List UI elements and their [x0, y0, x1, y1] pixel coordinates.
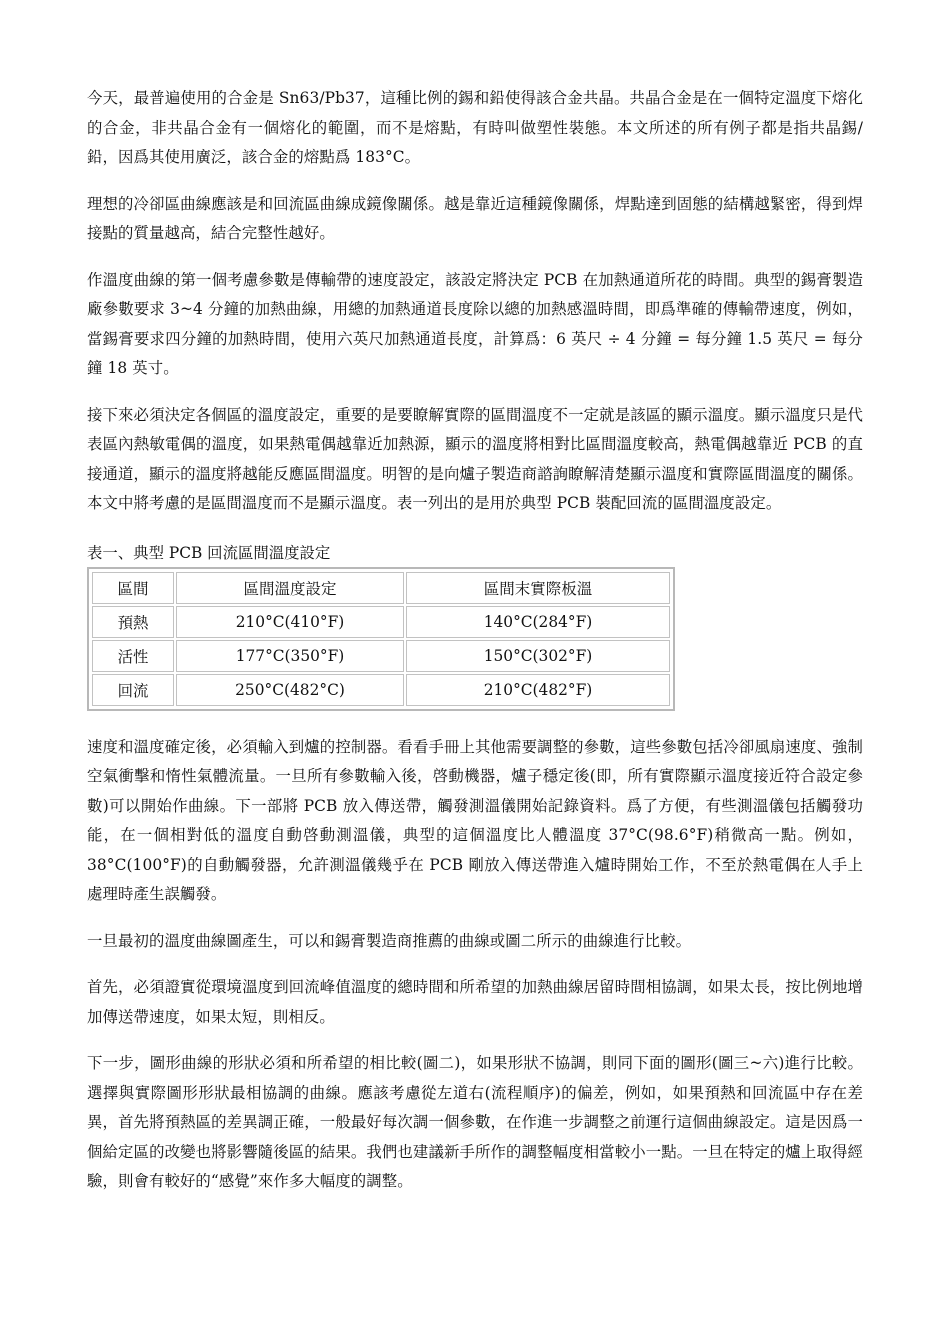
table-row: [92, 606, 670, 638]
table-cell: 回流: [92, 674, 174, 706]
table-cell: 活性: [92, 640, 174, 672]
table-cell: 140°C(284°F): [406, 606, 670, 638]
paragraph-controller-input: 速度和溫度確定後，必須輸入到爐的控制器。看看手冊上其他需要調整的參數，這些參數包括冷卻風扇速度、強制空氣衝擊和惰性氣體流量。一旦所有參數輸入後，啓動機器，爐子穩定後(即，所有實際顯示溫度接近符合設定參數)可以開始作曲線。下一部將 PCB 放入傳送帶，觸發測溫儀開始記錄資料。爲了方便，有些測溫儀包括觸發功能，在一個相對低的溫度自動啓動測溫儀，典型的這個溫度比人體溫度 37°C(98.6°F)稍微高一點。例如，38°C(100°F)的自動觸發器，允許測溫儀幾乎在 PCB 剛放入傳送帶進入爐時開始工作，不至於熱電偶在人手上處理時產生誤觸發。: [87, 737, 863, 903]
paragraph-total-time: 首先，必須證實從環境溫度到回流峰值溫度的總時間和所希望的加熱曲線居留時間相協調，如果太長，按比例地增加傳送帶速度，如果太短，則相反。: [87, 978, 863, 1026]
table-cell: 210°C(410°F): [176, 606, 404, 638]
table-cell: 150°C(302°F): [406, 640, 670, 672]
table-cell: 177°C(350°F): [176, 640, 404, 672]
table-row: [92, 640, 670, 672]
table-cell: 250°C(482°C): [176, 674, 404, 706]
paragraph-alloy: 今天，最普遍使用的合金是 Sn63/Pb37，這種比例的錫和鉛使得該合金共晶。共晶合金是在一個特定溫度下熔化的合金，非共晶合金有一個熔化的範圍，而不是熔點，有時叫做塑性裝態。本文所述的所有例子都是指共晶錫/鉛，因爲其使用廣泛，該合金的熔點爲 183°C。: [87, 89, 863, 166]
paragraph-conveyor-speed: 作溫度曲線的第一個考慮參數是傳輸帶的速度設定，該設定將決定 PCB 在加熱通道所花的時間。典型的錫膏製造廠參數要求 3~4 分鐘的加熱曲線，用總的加熱通道長度除以總的加熱感溫時間，即爲準確的傳輸帶速度，例如，當錫膏要求四分鐘的加熱時間，使用六英尺加熱通道長度，計算爲：6 英尺 ÷ 4 分鐘 = 每分鐘 1.5 英尺 = 每分鐘 18 英寸。: [87, 270, 863, 377]
paragraph-initial-profile: 一旦最初的溫度曲線圖產生，可以和錫膏製造商推薦的曲線或圖二所示的曲線進行比較。: [87, 931, 692, 950]
header-zone-setting: 區間溫度設定: [176, 572, 404, 604]
table-header-row: [92, 572, 670, 604]
table-cell: 預熱: [92, 606, 174, 638]
table-cell: 210°C(482°F): [406, 674, 670, 706]
paragraph-shape-comparison: 下一步，圖形曲線的形狀必須和所希望的相比較(圖二)，如果形狀不協調，則同下面的圖形(圖三~六)進行比較。選擇與實際圖形形狀最相協調的曲線。應該考慮從左道右(流程順序)的偏差，例如，如果預熱和回流區中存在差異，首先將預熱區的差異調正確，一般最好每次調一個參數，在作進一步調整之前運行這個曲線設定。這是因爲一個給定區的改變也將影響隨後區的結果。我們也建議新手所作的調整幅度相當較小一點。一旦在特定的爐上取得經驗，則會有較好的“感覺”來作多大幅度的調整。: [87, 1054, 863, 1190]
document-page: [87, 84, 863, 1214]
header-board-temperature: 區間末實際板溫: [406, 572, 670, 604]
zone-temperature-table: [87, 567, 675, 711]
table-row: [92, 674, 670, 706]
header-zone: 區間: [92, 572, 174, 604]
paragraph-zone-temperature: 接下來必須決定各個區的溫度設定，重要的是要瞭解實際的區間溫度不一定就是該區的顯示溫度。顯示溫度只是代表區內熱敏電偶的溫度，如果熱電偶越靠近加熱源，顯示的溫度將相對比區間溫度較高，熱電偶越靠近 PCB 的直接通道，顯示的溫度將越能反應區間溫度。明智的是向爐子製造商諮詢瞭解清楚顯示溫度和實際區間溫度的關係。本文中將考慮的是區間溫度而不是顯示溫度。表一列出的是用於典型 PCB 裝配回流的區間溫度設定。: [87, 405, 863, 512]
paragraph-cooling: 理想的冷卻區曲線應該是和回流區曲線成鏡像關係。越是靠近這種鏡像關係，焊點達到固態的結構越緊密，得到焊接點的質量越高，結合完整性越好。: [87, 194, 863, 242]
table-caption: 表一、典型 PCB 回流區間溫度設定: [87, 543, 331, 562]
